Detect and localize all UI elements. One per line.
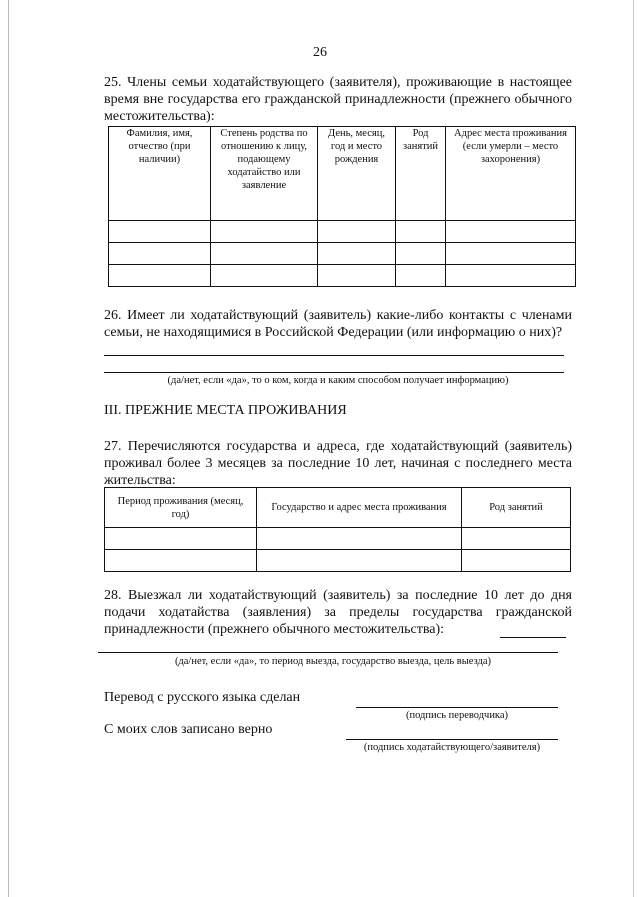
applicant-signature-caption: (подпись ходатайствующего/заявителя) (363, 742, 541, 753)
column-header: Государство и адрес места проживания (257, 488, 462, 528)
scan-edge-left (8, 0, 9, 897)
column-header: Род занятий (396, 127, 446, 221)
table-row (109, 243, 576, 265)
question-26-text: 26. Имеет ли ходатайствующий (заявитель) какие-либо контакты с членами семьи, не находящимися в Российской Федерации (или информацию о них)? (104, 308, 572, 340)
table-cell[interactable] (105, 528, 257, 550)
question-28-text: 28. Выезжал ли ходатайствующий (заявитель) за последние 10 лет до дня подачи ходатайства (заявления) за пределы государства гражданской принадлежности (прежнего обычного местожительства): (104, 588, 572, 637)
family-members-table (108, 126, 576, 287)
column-header: День, месяц, год и место рождения (318, 127, 396, 221)
answer-caption: (да/нет, если «да», то о ком, когда и каким способом получает информацию) (167, 375, 509, 386)
answer-line[interactable] (104, 372, 564, 373)
table-cell[interactable] (211, 221, 318, 243)
table-cell[interactable] (318, 243, 396, 265)
page-number: 26 (313, 45, 327, 60)
table-cell[interactable] (462, 528, 571, 550)
table-cell[interactable] (257, 528, 462, 550)
table-header-row (109, 127, 576, 221)
table-cell[interactable] (257, 550, 462, 572)
table-cell[interactable] (396, 243, 446, 265)
table-header-row (105, 488, 571, 528)
table-cell[interactable] (446, 243, 576, 265)
table-cell[interactable] (318, 221, 396, 243)
question-25-text: 25. Члены семьи ходатайствующего (заявителя), проживающие в настоящее время вне государства его гражданской принадлежности (прежнего обычного местожительства): (104, 75, 572, 124)
table-cell[interactable] (211, 265, 318, 287)
table-cell[interactable] (462, 550, 571, 572)
table-row (105, 550, 571, 572)
table-cell[interactable] (318, 265, 396, 287)
column-header: Род занятий (462, 488, 571, 528)
answer-line[interactable] (104, 355, 564, 356)
table-row (109, 221, 576, 243)
translator-signature-line[interactable] (356, 707, 558, 708)
table-cell[interactable] (105, 550, 257, 572)
recorded-label: С моих слов записано верно (104, 722, 273, 737)
table-cell[interactable] (109, 265, 211, 287)
translation-label: Перевод с русского языка сделан (104, 690, 301, 705)
table-cell[interactable] (211, 243, 318, 265)
table-cell[interactable] (109, 221, 211, 243)
table-row (105, 528, 571, 550)
table-cell[interactable] (446, 265, 576, 287)
section-title: III. ПРЕЖНИЕ МЕСТА ПРОЖИВАНИЯ (104, 403, 347, 418)
table-cell[interactable] (109, 243, 211, 265)
table-cell[interactable] (396, 221, 446, 243)
residences-table (104, 487, 571, 572)
column-header: Период проживания (месяц, год) (105, 488, 257, 528)
question-27-text: 27. Перечисляются государства и адреса, где ходатайствующий (заявитель) проживал более 3 месяцев за последние 10 лет, начиная с последнего места жительства: (104, 439, 572, 488)
answer-line-inline[interactable] (500, 637, 566, 638)
table-row (109, 265, 576, 287)
applicant-signature-line[interactable] (346, 739, 558, 740)
table-cell[interactable] (446, 221, 576, 243)
table-cell[interactable] (396, 265, 446, 287)
translator-signature-caption: (подпись переводчика) (405, 710, 509, 721)
scan-edge-right (633, 0, 634, 897)
answer-line[interactable] (98, 652, 558, 653)
column-header: Фамилия, имя, отчество (при наличии) (109, 127, 211, 221)
column-header: Адрес места проживания (если умерли – место захоронения) (446, 127, 576, 221)
column-header: Степень родства по отношению к лицу, подающему ходатайство или заявление (211, 127, 318, 221)
answer-caption: (да/нет, если «да», то период выезда, государство выезда, цель выезда) (174, 656, 492, 667)
